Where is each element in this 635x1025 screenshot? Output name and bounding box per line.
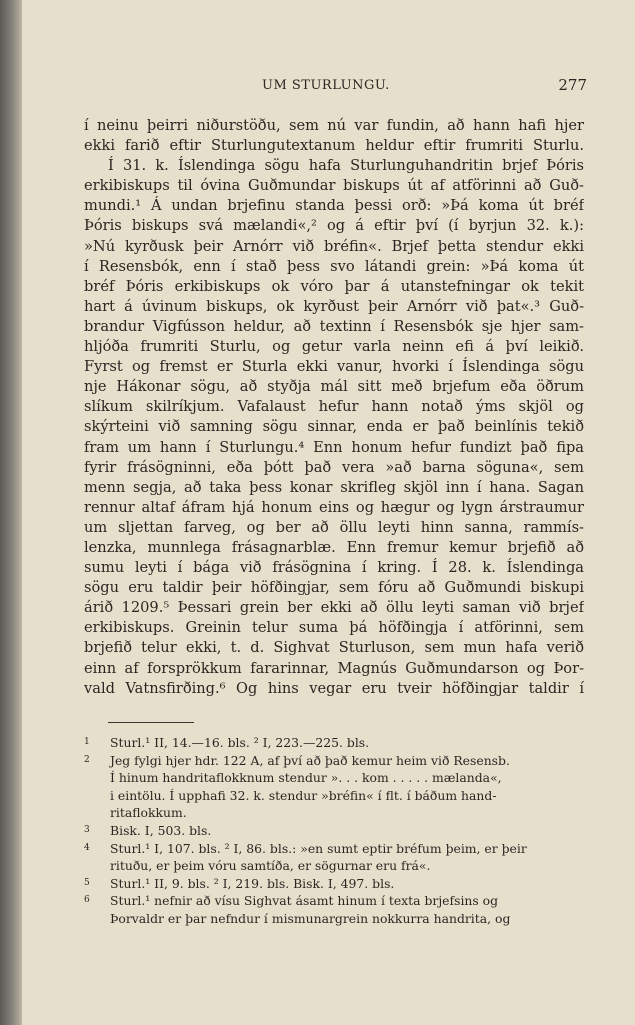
text-line: hart á úvinum biskups, ok kyrðust þeir Arnórr við þat«.³ Guð-	[84, 297, 584, 315]
footnotes	[84, 734, 584, 928]
footnote-text: rituðu, er þeim vóru samtíða, er sögurnar eru frá«.	[110, 858, 431, 874]
text-line: mundi.¹ Á undan brjefinu standa þessi orð: »Þá koma út bréf	[84, 197, 584, 215]
footnote-text: Jeg fylgi hjer hdr. 122 A, af því að það kemur heim við Resensb.	[110, 752, 510, 768]
main-text	[84, 116, 584, 699]
page-number: 277	[558, 76, 587, 94]
text-line: rennur altaf áfram hjá honum eins og hægur og lygn árstraumur	[84, 498, 584, 516]
footnote-text: Sturl.¹ I, 107. bls. ² I, 86. bls.: »en sumt eptir bréfum þeim, er þeir	[110, 840, 527, 856]
text-line: bréf Þóris erkibiskups ok vóro þar á utanstefningar ok tekit	[84, 277, 584, 295]
text-line: Í 31. k. Íslendinga sögu hafa Sturlunguhandritin brjef Þóris	[108, 157, 584, 175]
text-line: í Resensbók, enn í stað þess svo látandi grein: »Þá koma út	[84, 257, 584, 275]
footnote-mark: 2	[84, 754, 90, 765]
footnote-line	[84, 822, 584, 840]
footnote-text: Þorvaldr er þar nefndur í mismunargrein nokkurra handrita, og	[110, 910, 511, 926]
footnote-line	[84, 752, 584, 770]
running-title: UM STURLUNGU.	[262, 78, 390, 93]
footnote-line	[84, 875, 584, 893]
footnote-line	[84, 769, 584, 787]
book-page	[22, 0, 635, 1025]
footnote-mark: 5	[84, 877, 90, 888]
text-line: menn segja, að taka þess konar skrifleg skjöl inn í hana. Sagan	[84, 478, 584, 496]
footnote-mark: 4	[84, 842, 90, 853]
text-line: Fyrst og fremst er Sturla ekki vanur, hvorki í Íslendinga sögu	[84, 358, 584, 376]
footnote-line	[84, 910, 584, 928]
footnote-line	[84, 840, 584, 858]
text-line: nje Hákonar sögu, að styðja mál sitt með brjefum eða öðrum	[84, 378, 584, 396]
text-line: vald Vatnsfirðing.⁶ Og hins vegar eru tveir höfðingjar taldir í	[84, 679, 584, 697]
footnote-text: i eintölu. Í upphafi 32. k. stendur »bréfin« í flt. í báðum hand-	[110, 787, 497, 803]
text-line: sumu leyti í bága við frásögnina í kring. Í 28. k. Íslendinga	[84, 559, 584, 577]
footnote-text: Bisk. I, 503. bls.	[110, 822, 212, 838]
footnote-text: Sturl.¹ nefnir að vísu Sighvat ásamt hinum í texta brjefsins og	[110, 893, 499, 909]
text-line: erkibiskups. Greinin telur suma þá höfðingja í atförinni, sem	[84, 619, 584, 637]
footnote-divider	[108, 722, 194, 723]
text-line: fram um hann í Sturlungu.⁴ Enn honum hefur fundizt það fipa	[84, 438, 584, 456]
text-line: sögu eru taldir þeir höfðingjar, sem fóru að Guðmundi biskupi	[84, 579, 584, 597]
text-line: skýrteini við samning sögu sinnar, enda er það beinlínis tekið	[84, 418, 584, 436]
footnote-line	[84, 804, 584, 822]
footnote-mark: 6	[84, 895, 90, 906]
text-line: ekki farið eftir Sturlungutextanum heldur eftir frumriti Sturlu.	[84, 137, 584, 155]
text-line: hljóða frumriti Sturlu, og getur varla neinn efi á því leikið.	[84, 338, 584, 356]
text-line: lenzka, munnlega frásagnarblæ. Enn fremur kemur brjefið að	[84, 538, 584, 556]
text-line: »Nú kyrðusk þeir Arnórr við bréfin«. Brjef þetta stendur ekki	[84, 237, 584, 255]
footnote-line	[84, 892, 584, 910]
text-line: brandur Vigfússon heldur, að textinn í Resensbók sje hjer sam-	[84, 317, 584, 335]
page-header	[22, 78, 635, 100]
text-line: einn af forsprökkum fararinnar, Magnús Guðmundarson og Þor-	[84, 659, 584, 677]
text-line: erkibiskups til óvina Guðmundar biskups út af atförinni að Guð-	[84, 177, 584, 195]
text-line: árið 1209.⁵ Þessari grein ber ekki að öllu leyti saman við brjef	[84, 599, 584, 617]
footnote-line	[84, 857, 584, 875]
footnote-text: Í hinum handritaflokknum stendur ». . . kom . . . . . mælanda«,	[110, 770, 502, 786]
footnote-mark: 1	[84, 737, 90, 747]
text-line: Þóris biskups svá mælandi«,² og á eftir því (í byrjun 32. k.):	[84, 217, 584, 235]
footnote-mark: 3	[84, 824, 90, 835]
text-line: slíkum skilríkjum. Vafalaust hefur hann notað ýms skjöl og	[84, 398, 584, 416]
text-line: um sljettan farveg, og ber að öllu leyti hinn sanna, rammís-	[84, 518, 584, 536]
footnote-text: ritaflokkum.	[110, 805, 187, 821]
text-line: brjefið telur ekki, t. d. Sighvat Sturluson, sem mun hafa verið	[84, 639, 584, 657]
book-spine-shadow	[0, 0, 22, 1025]
footnote-text: Sturl.¹ II, 9. bls. ² I, 219. bls. Bisk. I, 497. bls.	[110, 875, 395, 891]
text-line: fyrir frásögninni, eða þótt það vera »að barna söguna«, sem	[84, 458, 584, 476]
footnote-text: Sturl.¹ II, 14.—16. bls. ² I, 223.—225. bls.	[110, 735, 370, 750]
text-line: í neinu þeirri niðurstöðu, sem nú var fundin, að hann hafi hjer	[84, 117, 584, 134]
footnote-line	[84, 787, 584, 805]
footnote-line	[84, 734, 584, 752]
